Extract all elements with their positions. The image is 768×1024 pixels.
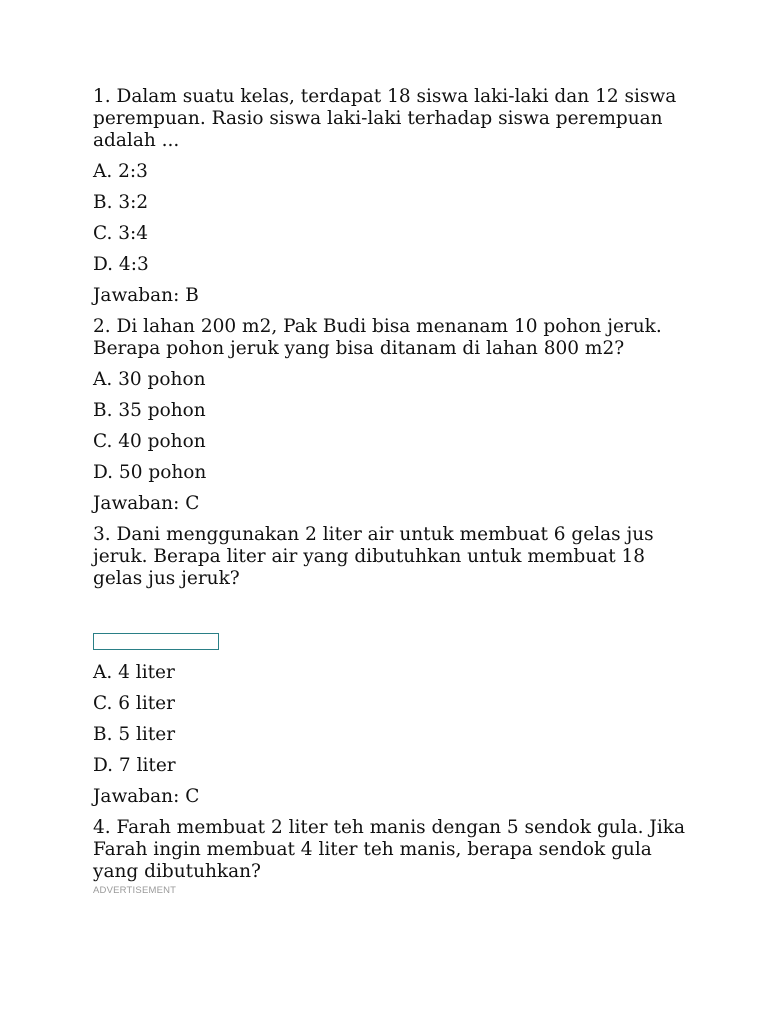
question-1 — [93, 86, 693, 307]
question-3-option-1: A. 4 liter — [93, 662, 175, 683]
question-1-option-c: C. 3:4 — [93, 223, 149, 244]
question-2-answer: Jawaban: C — [93, 493, 200, 514]
question-3-answer: Jawaban: C — [93, 786, 200, 807]
question-1-answer: Jawaban: B — [93, 285, 199, 306]
question-2-text: 2. Di lahan 200 m2, Pak Budi bisa menanam 10 pohon jeruk. Berapa pohon jeruk yang bisa ditanam di lahan 800 m2? — [93, 316, 662, 359]
advertisement-label: ADVERTISEMENT — [93, 885, 177, 896]
question-4 — [93, 817, 693, 883]
question-1-text: 1. Dalam suatu kelas, terdapat 18 siswa laki-laki dan 12 siswa perempuan. Rasio siswa laki-laki terhadap siswa perempuan adalah ... — [93, 86, 677, 151]
question-2-option-b: B. 35 pohon — [93, 400, 206, 421]
question-1-option-b: B. 3:2 — [93, 192, 149, 213]
question-3-option-3: B. 5 liter — [93, 724, 176, 745]
question-4-text: 4. Farah membuat 2 liter teh manis dengan 5 sendok gula. Jika Farah ingin membuat 4 liter teh manis, berapa sendok gula yang dibutuhkan? — [93, 817, 685, 882]
question-2-option-a: A. 30 pohon — [93, 369, 206, 390]
question-3-text: 3. Dani menggunakan 2 liter air untuk membuat 6 gelas jus jeruk. Berapa liter air yang dibutuhkan untuk membuat 18 gelas jus jeruk? — [93, 524, 654, 589]
question-2-option-d: D. 50 pohon — [93, 462, 207, 483]
question-2 — [93, 316, 693, 515]
question-3 — [93, 524, 693, 808]
question-3-option-4: D. 7 liter — [93, 755, 176, 776]
document-page — [93, 86, 693, 896]
question-1-option-d: D. 4:3 — [93, 254, 149, 275]
question-2-option-c: C. 40 pohon — [93, 431, 206, 452]
ad-slot[interactable] — [93, 633, 219, 650]
question-1-option-a: A. 2:3 — [93, 161, 148, 182]
question-3-option-2: C. 6 liter — [93, 693, 175, 714]
